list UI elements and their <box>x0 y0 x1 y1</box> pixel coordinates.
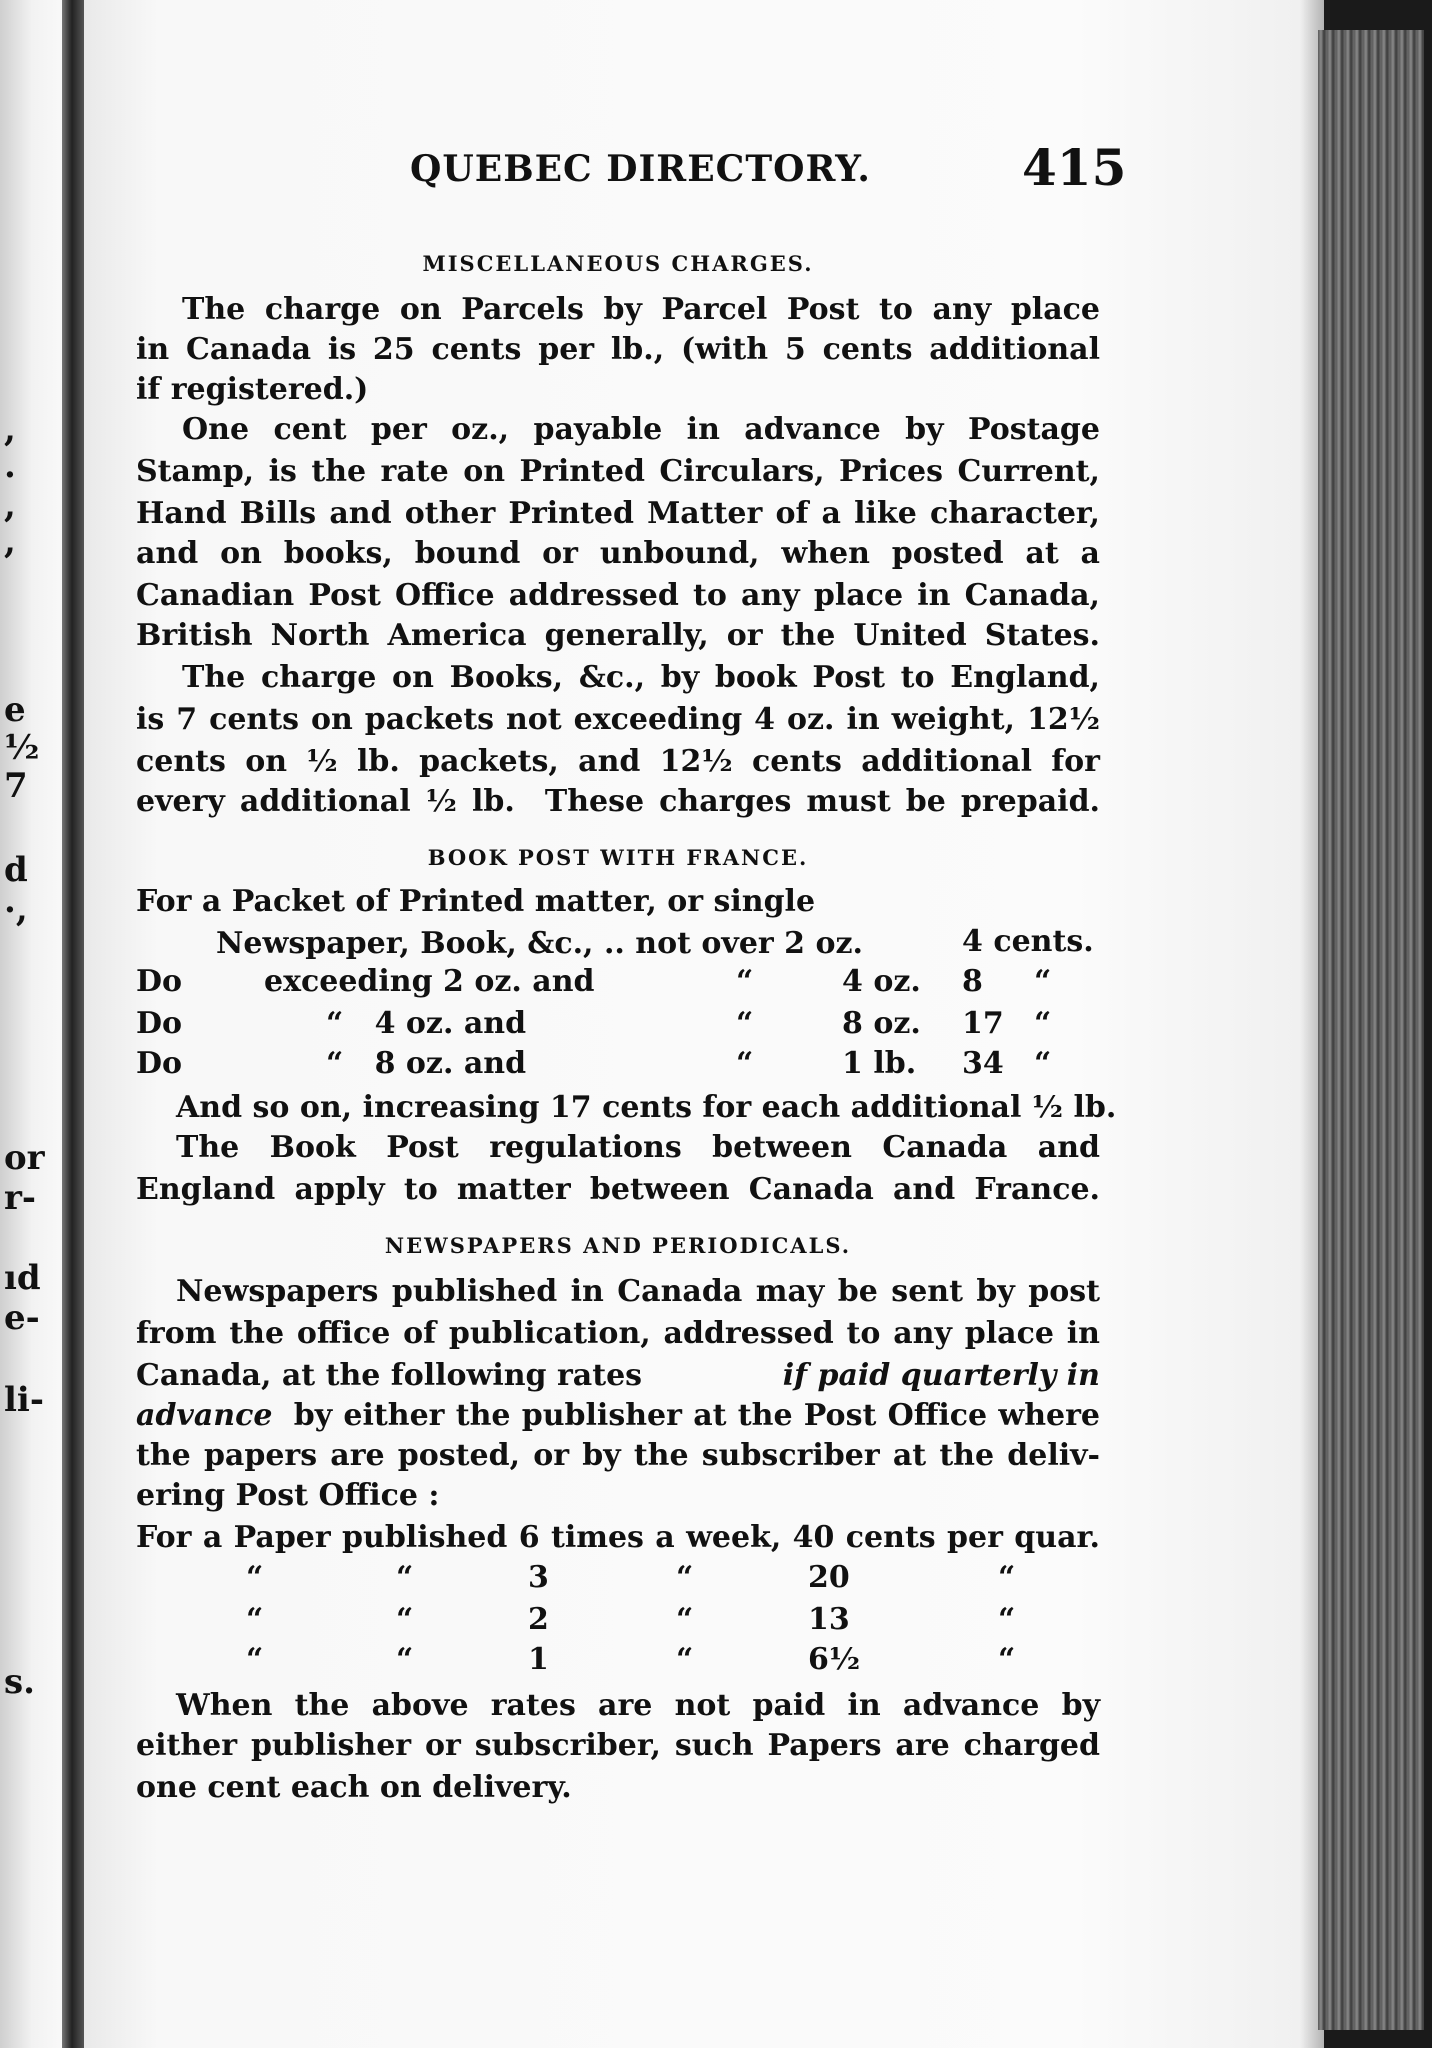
book-page-edges <box>1318 30 1424 2030</box>
section-heading-misc: MISCELLANEOUS CHARGES. <box>422 251 814 276</box>
news-rate-ditto: “ <box>396 1602 414 1637</box>
france-row-ditto: “ <box>1034 1046 1052 1081</box>
running-header: QUEBEC DIRECTORY. <box>410 148 871 190</box>
misc-p3-line: is 7 cents on packets not exceeding 4 oz. in weight, 12½ <box>136 702 1100 737</box>
france-row-rate: 34 <box>962 1046 1004 1081</box>
france-row-label: Do <box>136 1046 183 1081</box>
france-row-to: 4 oz. <box>842 964 921 999</box>
misc-p2-line: Stamp, is the rate on Printed Circulars, Prices Current, <box>136 454 1100 489</box>
news-rate-ditto: “ <box>998 1560 1016 1595</box>
left-fragment: or <box>4 1138 45 1178</box>
misc-p2-line: One cent per oz., payable in advance by Postage <box>182 412 1100 447</box>
france-row-from: “ 8 oz. and <box>326 1046 527 1081</box>
news-rate-ditto: “ <box>396 1560 414 1595</box>
news-rate-cents: 13 <box>808 1602 850 1637</box>
news-rate-ditto: “ <box>998 1642 1016 1677</box>
france-intro-rate: 4 cents. <box>962 924 1094 959</box>
france-row-from: “ 4 oz. and <box>326 1006 527 1041</box>
france-intro-line: Newspaper, Book, &c., .. not over 2 oz. <box>216 926 863 961</box>
news-line-text: Canada, at the following rates <box>136 1358 653 1393</box>
news-line: the papers are posted, or by the subscriber at the deliv- <box>136 1438 1100 1473</box>
france-row-to: 1 lb. <box>842 1046 917 1081</box>
news-rate-cents: 20 <box>808 1560 850 1595</box>
news-final-line: either publisher or subscriber, such Papers are charged <box>136 1728 1100 1763</box>
news-final-line: When the above rates are not paid in advance by <box>176 1688 1100 1723</box>
news-rate-times: 1 <box>528 1642 549 1677</box>
news-line-italic: if paid quarterly in <box>782 1358 1100 1393</box>
news-rate-ditto: “ <box>246 1560 264 1595</box>
france-p1-line: And so on, increasing 17 cents for each additional ½ lb. <box>176 1090 1117 1125</box>
left-fragment: e <box>4 690 26 730</box>
france-row-to: 8 oz. <box>842 1006 921 1041</box>
news-rate-ditto: “ <box>246 1642 264 1677</box>
misc-p3-line: The charge on Books, &c., by book Post to England, <box>182 660 1100 695</box>
news-rate-ditto: “ <box>676 1560 694 1595</box>
left-fragment: . <box>4 446 16 486</box>
misc-p2-line: and on books, bound or unbound, when posted at a <box>136 536 1100 571</box>
page-number: 415 <box>1022 138 1127 197</box>
france-row-from: exceeding 2 oz. and <box>264 964 595 999</box>
left-fragment: d <box>4 850 28 890</box>
news-line-mixed <box>136 1396 1100 1436</box>
section-heading-news: NEWSPAPERS AND PERIODICALS. <box>384 1233 852 1258</box>
misc-p1-line: The charge on Parcels by Parcel Post to any place <box>182 292 1100 327</box>
news-final-line: one cent each on delivery. <box>136 1770 572 1805</box>
left-fragment: e- <box>4 1298 40 1338</box>
misc-p3-line: every additional ½ lb. These charges must be prepaid. <box>136 784 1100 819</box>
france-row-rate: 8 <box>962 964 983 999</box>
left-fragment: s. <box>4 1662 35 1702</box>
left-fragment: 7 <box>4 766 28 806</box>
news-rate-ditto: “ <box>998 1602 1016 1637</box>
left-fragment: , <box>4 522 16 562</box>
book-gutter <box>62 0 84 2048</box>
news-rate-ditto: “ <box>396 1642 414 1677</box>
misc-p1-line: in Canada is 25 cents per lb., (with 5 cents additional <box>136 332 1100 367</box>
france-row-ditto: “ <box>736 964 754 999</box>
news-rate-ditto: “ <box>676 1642 694 1677</box>
section-heading-france: BOOK POST WITH FRANCE. <box>427 845 809 870</box>
news-rate-times: 3 <box>528 1560 549 1595</box>
left-fragment: ·, <box>4 890 28 930</box>
misc-p3-line: cents on ½ lb. packets, and 12½ cents additional for <box>136 744 1100 779</box>
news-line: Newspapers published in Canada may be sent by post <box>176 1274 1100 1309</box>
france-row-ditto: “ <box>1034 964 1052 999</box>
france-row-label: Do <box>136 964 183 999</box>
france-p2-line: The Book Post regulations between Canada and <box>176 1130 1100 1165</box>
france-row-ditto: “ <box>1034 1006 1052 1041</box>
news-line-mixed <box>136 1356 1100 1396</box>
france-p2-line: England apply to matter between Canada and France. <box>136 1172 1100 1207</box>
left-fragment: r- <box>4 1178 37 1218</box>
misc-p2-line: Canadian Post Office addressed to any place in Canada, <box>136 578 1100 613</box>
france-row-label: Do <box>136 1006 183 1041</box>
news-rate-times: 2 <box>528 1602 549 1637</box>
left-fragment: ıd <box>4 1258 41 1298</box>
news-line-italic: advance <box>136 1398 273 1433</box>
news-line-text: by either the publisher at the Post Office where <box>282 1398 1100 1433</box>
news-rate-ditto: “ <box>676 1602 694 1637</box>
news-line: from the office of publication, addressed to any place in <box>136 1316 1100 1351</box>
france-row-ditto: “ <box>736 1046 754 1081</box>
news-rate-line: For a Paper published 6 times a week, 40 cents per quar. <box>136 1520 1100 1555</box>
left-fragment: , <box>4 486 16 526</box>
news-rate-ditto: “ <box>246 1602 264 1637</box>
news-rate-cents: 6½ <box>808 1642 861 1677</box>
left-fragment: ½ <box>4 728 40 768</box>
news-line: ering Post Office : <box>136 1478 440 1513</box>
france-intro-line: For a Packet of Printed matter, or single <box>136 884 816 919</box>
france-row-ditto: “ <box>736 1006 754 1041</box>
misc-p2-line: British North America generally, or the United States. <box>136 618 1100 653</box>
misc-p1-line: if registered.) <box>136 372 369 407</box>
france-row-rate: 17 <box>962 1006 1004 1041</box>
left-fragment: li- <box>4 1380 44 1420</box>
misc-p2-line: Hand Bills and other Printed Matter of a like character, <box>136 496 1100 531</box>
left-fragment: , <box>4 410 16 450</box>
